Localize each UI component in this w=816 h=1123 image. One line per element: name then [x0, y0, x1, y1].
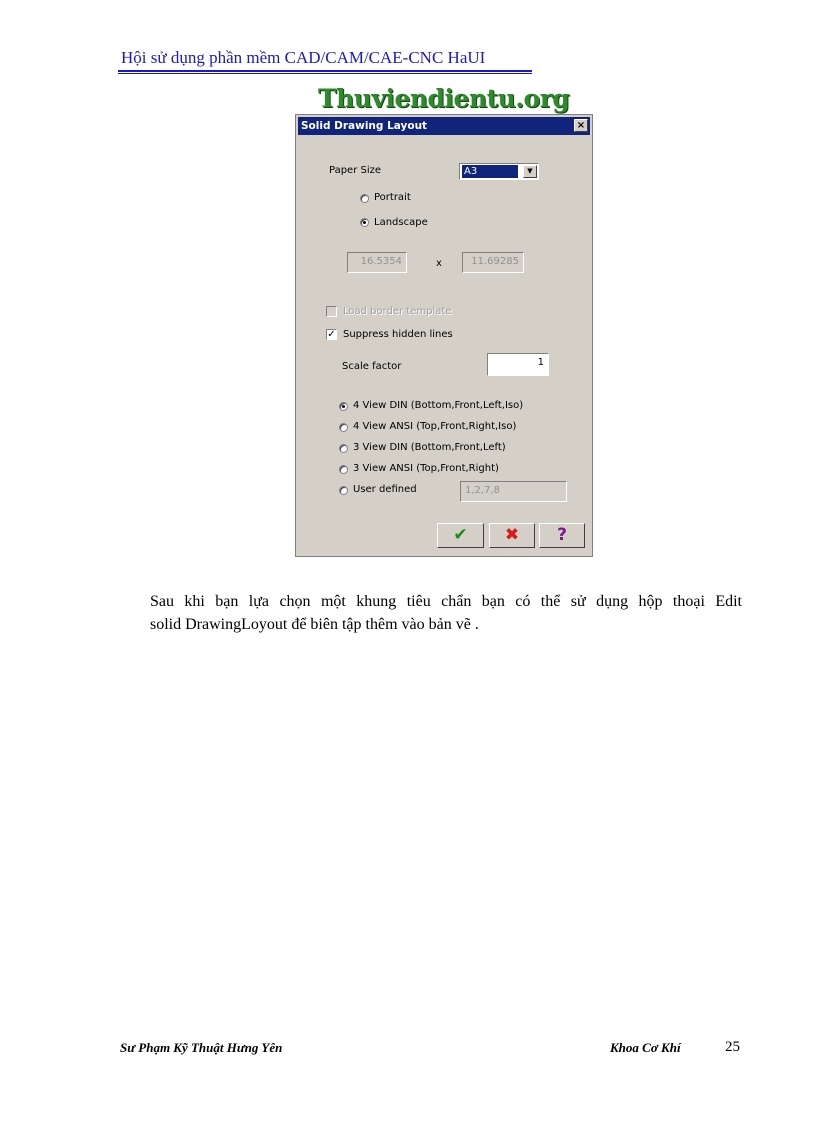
close-button[interactable]: [574, 119, 588, 132]
ok-button[interactable]: [437, 523, 484, 548]
close-icon: ×: [576, 120, 586, 131]
chevron-down-icon[interactable]: ▼: [523, 165, 537, 178]
view-option-label-3-ansi: 3 View ANSI (Top,Front,Right): [353, 463, 499, 474]
body-paragraph: [150, 590, 742, 636]
scale-factor-input[interactable]: 1: [487, 353, 549, 376]
check-icon: ✓: [327, 329, 336, 340]
portrait-radio[interactable]: [360, 194, 369, 203]
suppress-hidden-checkbox[interactable]: [326, 329, 337, 340]
load-border-checkbox: [326, 306, 337, 317]
help-button[interactable]: [539, 523, 585, 548]
checkmark-icon: ✔: [453, 525, 468, 545]
x-icon: ✖: [504, 525, 520, 545]
page-number: 25: [725, 1039, 740, 1055]
watermark-logo: Thuviendientu.org: [318, 84, 570, 113]
user-defined-field: 1,2,7,8: [460, 481, 567, 502]
paper-size-label: Paper Size: [329, 165, 382, 176]
paper-width-field: 16.5354: [347, 252, 407, 273]
cancel-button[interactable]: [489, 523, 535, 548]
footer-department: Khoa Cơ Khí: [610, 1040, 681, 1055]
page-header-title: Hội sử dụng phần mềm CAD/CAM/CAE-CNC HaUI: [121, 48, 486, 67]
portrait-label: Portrait: [374, 192, 411, 203]
paper-size-value: A3: [462, 165, 518, 178]
times-sign: x: [436, 258, 442, 269]
view-option-radio-3-ansi[interactable]: [339, 465, 348, 474]
load-border-label: Load border template: [343, 306, 452, 317]
view-option-label-user-defined: User defined: [353, 484, 417, 495]
view-option-label-4-din: 4 View DIN (Bottom,Front,Left,Iso): [353, 400, 524, 411]
view-option-radio-user-defined[interactable]: [339, 486, 348, 495]
paper-height-field: 11.69285: [462, 252, 524, 273]
question-icon: ?: [557, 525, 567, 545]
footer-school: Sư Phạm Kỹ Thuật Hưng Yên: [120, 1040, 283, 1055]
landscape-label: Landscape: [374, 217, 428, 228]
view-option-radio-3-din[interactable]: [339, 444, 348, 453]
body-line-1: Sau khi bạn lựa chọn một khung tiêu chẩn bạn có thể sử dụng hộp thoại Edit: [150, 593, 742, 610]
dialog-titlebar: [298, 117, 590, 135]
scale-factor-label: Scale factor: [342, 361, 402, 372]
landscape-radio[interactable]: [360, 218, 369, 227]
header-rule-thin: [118, 73, 532, 74]
suppress-hidden-label: Suppress hidden lines: [343, 329, 453, 340]
view-option-label-4-ansi: 4 View ANSI (Top,Front,Right,Iso): [353, 421, 517, 432]
view-option-radio-4-ansi[interactable]: [339, 423, 348, 432]
paper-size-select[interactable]: [459, 163, 539, 180]
view-option-radio-4-din[interactable]: [339, 402, 348, 411]
body-line-2: solid DrawingLoyout để biên tập thêm vào bản vẽ .: [150, 616, 479, 633]
dialog-title: Solid Drawing Layout: [301, 120, 428, 132]
view-option-label-3-din: 3 View DIN (Bottom,Front,Left): [353, 442, 506, 453]
solid-drawing-layout-dialog: [295, 114, 593, 557]
header-rule: [118, 70, 532, 72]
